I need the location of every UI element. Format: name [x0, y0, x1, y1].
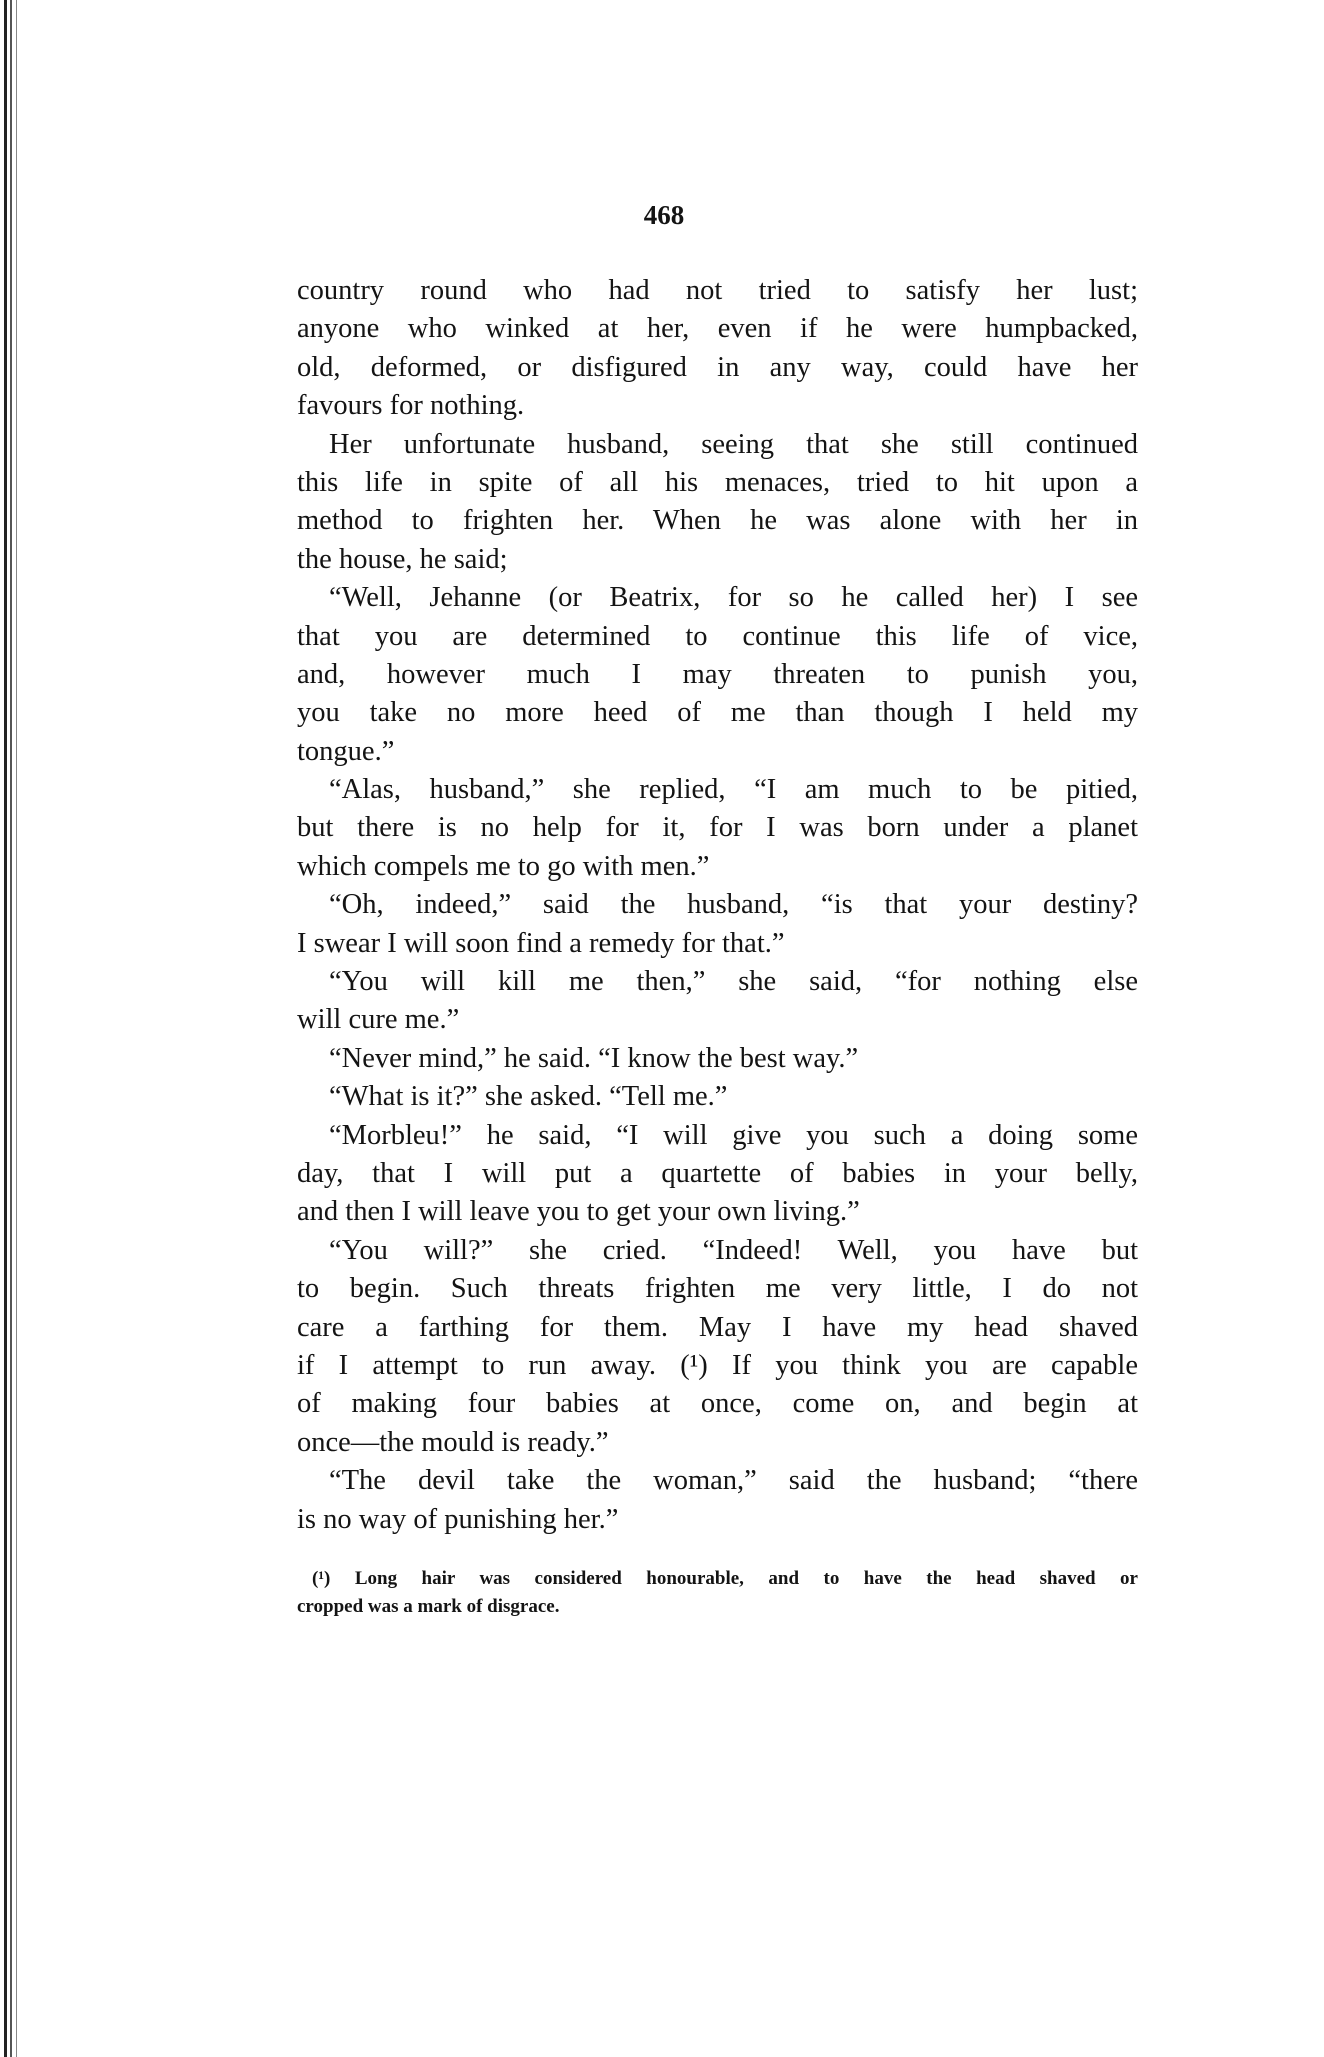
page-number: 468: [643, 200, 685, 230]
text-line: “Alas, husband,” she replied, “I am much to be pitied,: [329, 774, 1138, 806]
footnote: [297, 1565, 1138, 1621]
page-binding-edge: [16, 0, 17, 2057]
text-line: “Well, Jehanne (or Beatrix, for so he called her) I see: [329, 582, 1138, 614]
text-line: which compels me to go with men.”: [297, 850, 710, 882]
text-line: “You will kill me then,” she said, “for nothing else: [329, 966, 1138, 998]
text-line: and, however much I may threaten to punish you,: [297, 658, 1138, 690]
text-line: method to frighten her. When he was alone with her in: [297, 505, 1138, 537]
footnote-line: cropped was a mark of disgrace.: [297, 1596, 560, 1617]
text-line: but there is no help for it, for I was born under a planet: [297, 812, 1138, 844]
text-line: “What is it?” she asked. “Tell me.”: [329, 1081, 728, 1113]
text-line: Her unfortunate husband, seeing that she still continued: [329, 428, 1138, 460]
text-line: this life in spite of all his menaces, tried to hit upon a: [297, 466, 1138, 498]
text-line: old, deformed, or disfigured in any way, could have her: [297, 351, 1138, 383]
text-line: I swear I will soon find a remedy for that.”: [297, 927, 785, 959]
page-binding-edge: [4, 0, 7, 2057]
text-line: “Morbleu!” he said, “I will give you such a doing some: [329, 1119, 1138, 1151]
text-line: will cure me.”: [297, 1004, 460, 1036]
text-line: of making four babies at once, come on, and begin at: [297, 1388, 1138, 1420]
page-binding-edge: [10, 0, 12, 2057]
text-line: if I attempt to run away. (¹) If you think you are capable: [297, 1349, 1138, 1381]
text-line: the house, he said;: [297, 543, 508, 575]
text-line: favours for nothing.: [297, 390, 525, 422]
text-line: “Never mind,” he said. “I know the best way.”: [329, 1042, 859, 1074]
footnote-line: (¹) Long hair was considered honourable, and to have the head shaved or: [312, 1568, 1138, 1589]
text-line: you take no more heed of me than though I held my: [297, 697, 1138, 729]
text-line: “The devil take the woman,” said the husband; “there: [329, 1465, 1138, 1497]
text-line: tongue.”: [297, 735, 395, 767]
text-line: and then I will leave you to get your own living.”: [297, 1196, 860, 1228]
text-line: once—the mould is ready.”: [297, 1426, 609, 1458]
text-line: day, that I will put a quartette of babies in your belly,: [297, 1157, 1138, 1189]
body-text: [297, 272, 1138, 1539]
text-line: care a farthing for them. May I have my head shaved: [297, 1311, 1138, 1343]
text-line: anyone who winked at her, even if he were humpbacked,: [297, 313, 1138, 345]
text-line: is no way of punishing her.”: [297, 1503, 619, 1535]
text-line: “You will?” she cried. “Indeed! Well, you have but: [329, 1234, 1138, 1266]
text-line: “Oh, indeed,” said the husband, “is that your destiny?: [329, 889, 1138, 921]
text-line: country round who had not tried to satisfy her lust;: [297, 275, 1138, 306]
text-line: to begin. Such threats frighten me very little, I do not: [297, 1273, 1138, 1305]
text-line: that you are determined to continue this life of vice,: [297, 620, 1138, 652]
